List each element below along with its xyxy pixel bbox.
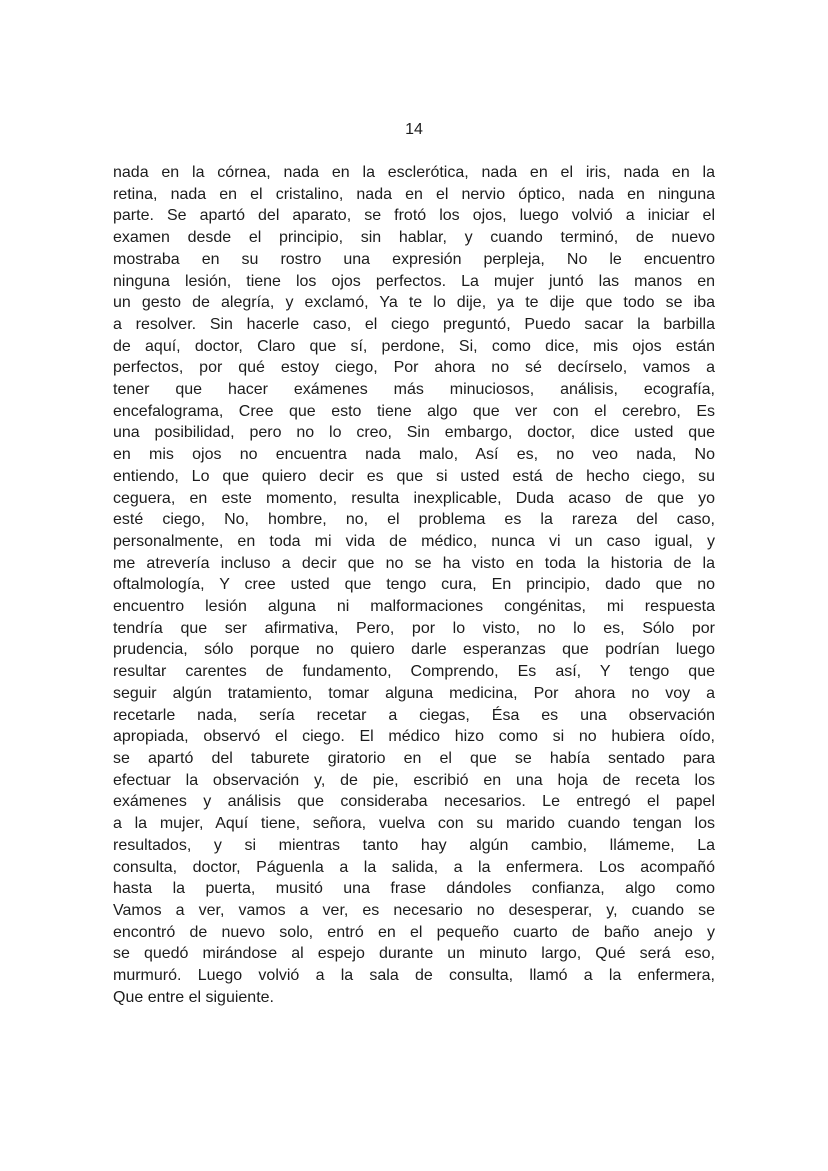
text-line: consulta, doctor, Páguenla a la salida, a la enfermera. Los acompañó bbox=[113, 858, 715, 876]
text-line: apropiada, observó el ciego. El médico hizo como si no hubiera oído, bbox=[113, 728, 715, 746]
text-line: resultados, y si mientras tanto hay algún cambio, llámeme, La bbox=[113, 836, 715, 854]
text-line: Vamos a ver, vamos a ver, es necesario no desesperar, y, cuando se bbox=[113, 901, 715, 919]
text-line: se quedó mirándose al espejo durante un minuto largo, Qué será eso, bbox=[113, 945, 715, 963]
text-line: ceguera, en este momento, resulta inexplicable, Duda acaso de que yo bbox=[113, 489, 715, 507]
text-line: de aquí, doctor, Claro que sí, perdone, Si, como dice, mis ojos están bbox=[113, 337, 715, 355]
text-line: encefalograma, Cree que esto tiene algo que ver con el cerebro, Es bbox=[113, 402, 715, 420]
text-line: una posibilidad, pero no lo creo, Sin embargo, doctor, dice usted que bbox=[113, 424, 715, 442]
body-text bbox=[113, 162, 715, 1008]
text-line: tendría que ser afirmativa, Pero, por lo visto, no lo es, Sólo por bbox=[113, 619, 715, 637]
text-line: mostraba en su rostro una expresión perpleja, No le encuentro bbox=[113, 250, 715, 268]
text-line: murmuró. Luego volvió a la sala de consulta, llamó a la enfermera, bbox=[113, 967, 715, 985]
text-line: tener que hacer exámenes más minuciosos, análisis, ecografía, bbox=[113, 381, 715, 399]
text-line: esté ciego, No, hombre, no, el problema es la rareza del caso, bbox=[113, 511, 715, 529]
text-line: me atrevería incluso a decir que no se ha visto en toda la historia de la bbox=[113, 554, 715, 572]
text-line: oftalmología, Y cree usted que tengo cura, En principio, dado que no bbox=[113, 576, 715, 594]
text-line: a la mujer, Aquí tiene, señora, vuelva con su marido cuando tengan los bbox=[113, 815, 715, 833]
text-line: examen desde el principio, sin hablar, y cuando terminó, de nuevo bbox=[113, 229, 715, 247]
text-line: Que entre el siguiente. bbox=[113, 988, 274, 1006]
text-line: a resolver. Sin hacerle caso, el ciego preguntó, Puedo sacar la barbilla bbox=[113, 315, 715, 333]
text-line: prudencia, sólo porque no quiero darle esperanzas que podrían luego bbox=[113, 641, 715, 659]
text-line: personalmente, en toda mi vida de médico, nunca vi un caso igual, y bbox=[113, 532, 715, 550]
text-line: nada en la córnea, nada en la esclerótica, nada en el iris, nada en la bbox=[113, 164, 715, 181]
text-line: encontró de nuevo solo, entró en el pequeño cuarto de baño anejo y bbox=[113, 923, 715, 941]
page-number: 14 bbox=[405, 121, 423, 138]
text-line: encuentro lesión alguna ni malformaciones congénitas, mi respuesta bbox=[113, 598, 715, 616]
text-line: resultar carentes de fundamento, Comprendo, Es así, Y tengo que bbox=[113, 663, 715, 681]
text-line: hasta la puerta, musitó una frase dándoles confianza, algo como bbox=[113, 880, 715, 898]
text-line: un gesto de alegría, y exclamó, Ya te lo dije, ya te dije que todo se iba bbox=[113, 294, 715, 312]
text-line: en mis ojos no encuentra nada malo, Así es, no veo nada, No bbox=[113, 446, 715, 464]
text-line: seguir algún tratamiento, tomar alguna medicina, Por ahora no voy a bbox=[113, 684, 715, 702]
text-line: se apartó del taburete giratorio en el que se había sentado para bbox=[113, 749, 715, 767]
text-line: ninguna lesión, tiene los ojos perfectos. La mujer juntó las manos en bbox=[113, 272, 715, 290]
text-line: exámenes y análisis que consideraba necesarios. Le entregó el papel bbox=[113, 793, 715, 811]
text-line: parte. Se apartó del aparato, se frotó los ojos, luego volvió a iniciar el bbox=[113, 207, 715, 225]
text-line: recetarle nada, sería recetar a ciegas, Ésa es una observación bbox=[113, 706, 715, 724]
text-line: perfectos, por qué estoy ciego, Por ahora no sé decírselo, vamos a bbox=[113, 359, 715, 377]
text-line: efectuar la observación y, de pie, escribió en una hoja de receta los bbox=[113, 771, 715, 789]
text-line: retina, nada en el cristalino, nada en el nervio óptico, nada en ninguna bbox=[113, 185, 715, 203]
text-line: entiendo, Lo que quiero decir es que si usted está de hecho ciego, su bbox=[113, 467, 715, 485]
